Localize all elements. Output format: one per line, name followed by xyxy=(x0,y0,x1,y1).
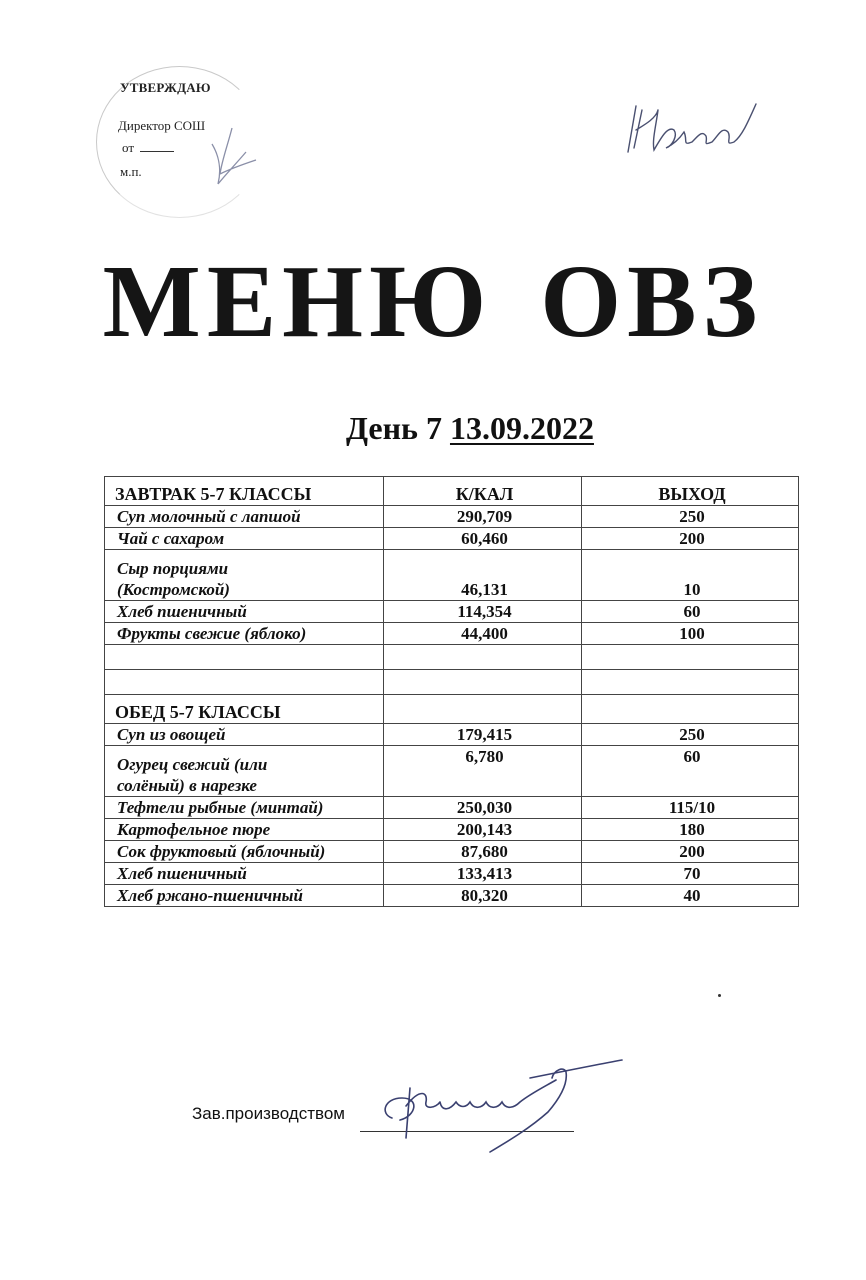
director-signature-icon xyxy=(192,124,262,204)
title-ovz-word: ОВЗ xyxy=(540,244,764,359)
dish-output: 250 xyxy=(582,724,799,746)
dish-name: Картофельное пюре xyxy=(105,819,384,841)
footer-role: Зав.производством xyxy=(192,1104,345,1123)
dish-output: 115/10 xyxy=(582,797,799,819)
dish-output: 40 xyxy=(582,885,799,907)
lunch-header-row xyxy=(105,695,799,724)
dish-name: Хлеб ржано-пшеничный xyxy=(105,885,384,907)
table-row xyxy=(105,819,799,841)
dish-name: Хлеб пшеничный xyxy=(105,863,384,885)
empty-row xyxy=(105,670,799,695)
dish-kcal: 200,143 xyxy=(384,819,582,841)
dish-output: 200 xyxy=(582,528,799,550)
day-label: День 7 xyxy=(346,410,442,446)
col-output-header: ВЫХОД xyxy=(582,477,799,506)
page-title xyxy=(0,242,866,361)
approval-seal-place: м.п. xyxy=(120,164,142,179)
dish-output: 70 xyxy=(582,863,799,885)
production-signature-icon xyxy=(370,1058,630,1158)
dish-name-line1: Сыр порциями xyxy=(117,559,229,578)
dish-name: Тефтели рыбные (минтай) xyxy=(105,797,384,819)
dish-name-line2: солёный) в нарезке xyxy=(117,776,257,795)
day-heading xyxy=(346,410,594,447)
dish-output: 250 xyxy=(582,506,799,528)
dish-name: Хлеб пшеничный xyxy=(105,601,384,623)
dish-output: 60 xyxy=(582,601,799,623)
dish-kcal: 133,413 xyxy=(384,863,582,885)
dish-kcal: 87,680 xyxy=(384,841,582,863)
approval-heading: УТВЕРЖДАЮ xyxy=(120,80,211,95)
dish-name: Чай с сахаром xyxy=(105,528,384,550)
dish-name xyxy=(105,746,384,797)
approval-date: от xyxy=(122,140,174,156)
dish-kcal: 60,460 xyxy=(384,528,582,550)
approval-director: Директор СОШ xyxy=(118,118,206,133)
dish-output: 180 xyxy=(582,819,799,841)
table-row xyxy=(105,885,799,907)
table-row xyxy=(105,746,799,797)
lunch-header: ОБЕД 5-7 КЛАССЫ xyxy=(105,695,384,724)
dish-kcal: 6,780 xyxy=(384,746,582,797)
dish-kcal: 46,131 xyxy=(384,550,582,601)
title-menu-word: МЕНЮ xyxy=(102,244,493,359)
table-row xyxy=(105,601,799,623)
dish-kcal: 250,030 xyxy=(384,797,582,819)
dish-kcal: 290,709 xyxy=(384,506,582,528)
table-row xyxy=(105,550,799,601)
breakfast-header-row xyxy=(105,477,799,506)
dish-kcal: 179,415 xyxy=(384,724,582,746)
table-row xyxy=(105,863,799,885)
table-row xyxy=(105,841,799,863)
dish-output: 60 xyxy=(582,746,799,797)
table-row xyxy=(105,724,799,746)
empty-row xyxy=(105,645,799,670)
dish-kcal: 80,320 xyxy=(384,885,582,907)
dish-output: 200 xyxy=(582,841,799,863)
stray-dot xyxy=(718,994,721,997)
table-row xyxy=(105,506,799,528)
approval-block xyxy=(96,66,266,216)
table-row xyxy=(105,528,799,550)
table-row xyxy=(105,797,799,819)
dish-kcal: 114,354 xyxy=(384,601,582,623)
dish-name: Фрукты свежие (яблоко) xyxy=(105,623,384,645)
dish-name-line2: (Костромской) xyxy=(117,580,230,599)
menu-table xyxy=(104,476,799,907)
table-row xyxy=(105,623,799,645)
col-kcal-header: К/КАЛ xyxy=(384,477,582,506)
top-signature-icon xyxy=(622,96,772,160)
dish-output: 10 xyxy=(582,550,799,601)
day-date: 13.09.2022 xyxy=(449,410,594,446)
dish-name: Сок фруктовый (яблочный) xyxy=(105,841,384,863)
dish-output: 100 xyxy=(582,623,799,645)
dish-name: Суп из овощей xyxy=(105,724,384,746)
dish-name-line1: Огурец свежий (или xyxy=(117,755,268,774)
dish-name xyxy=(105,550,384,601)
dish-name: Суп молочный с лапшой xyxy=(105,506,384,528)
dish-kcal: 44,400 xyxy=(384,623,582,645)
breakfast-header: ЗАВТРАК 5-7 КЛАССЫ xyxy=(105,477,384,506)
